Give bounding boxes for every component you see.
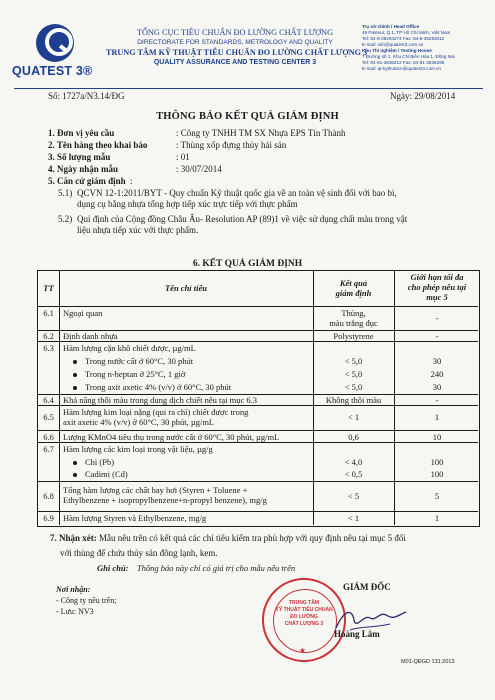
org-line-2: DIRECTORATE FOR STANDARDS, METROLOGY AND QUALITY	[137, 39, 333, 46]
table-divider	[38, 405, 478, 406]
table-divider	[38, 511, 478, 512]
info-row	[48, 140, 468, 151]
note	[97, 563, 295, 573]
document-date: Ngày: 29/08/2014	[390, 91, 456, 101]
row-limit: 10	[432, 432, 442, 442]
sub-item: Cadimi (Cd)	[73, 469, 128, 479]
sub-item: Chì (Pb)	[73, 457, 114, 467]
row-limit: 100	[430, 457, 444, 467]
official-stamp: TRUNG TÂM KỸ THUẬT TIÊU CHUẨN ĐO LƯỜNG CHẤT LƯỢNG 3 ★	[262, 578, 346, 662]
header-limit: Giới hạn tối đa cho phép nêu tại mục 5	[407, 272, 467, 302]
note-text: Thông báo này chỉ có giá trị cho mẫu nêu trên	[136, 563, 296, 573]
head-office-line: E-mail: info@quatest3.com.vn	[362, 42, 424, 47]
row-limit: 240	[430, 369, 444, 379]
signatory-title: GIÁM ĐỐC	[343, 582, 391, 592]
head-office-line: 49 Pasteur, Q.1, TP Hồ Chí Minh, Việt Nam	[362, 30, 451, 35]
bullet-icon	[73, 473, 77, 477]
organization-header	[106, 28, 368, 66]
row-number: 6.4	[43, 395, 54, 405]
row-limit: 1	[434, 412, 440, 422]
contact-block	[362, 24, 490, 72]
row-result: < 0,5	[344, 469, 363, 479]
standard-item	[58, 188, 490, 210]
signatory-name: Hoàng Lâm	[334, 629, 380, 639]
row-result: < 5,0	[344, 356, 363, 366]
conclusion-text: với thùng để chứa thủy sản đông lạnh, kem.	[60, 548, 218, 558]
row-limit: 100	[430, 469, 444, 479]
row-name: Hàm lượng kim loại nặng (qui ra chì) chiết được trong axit axetic 4% (v/v) ở 60°C, 30 phút, µg/mL	[63, 407, 249, 427]
bullet-icon	[73, 373, 77, 377]
row-limit: -	[435, 395, 439, 405]
info-label: 5. Căn cứ giám định	[48, 176, 126, 186]
star-icon: ★	[299, 646, 307, 655]
row-number: 6.5	[43, 412, 54, 422]
lab-line: E-mail: qt-kythuatcn@quatest3.com.vn	[362, 66, 441, 71]
info-row	[48, 176, 468, 187]
recipients-label: Nơi nhận:	[56, 585, 91, 594]
info-row	[48, 164, 468, 175]
table-divider	[38, 341, 478, 342]
row-result: < 1	[347, 513, 360, 523]
row-result: < 1	[347, 412, 360, 422]
bullet-icon	[73, 461, 77, 465]
logo-emblem-icon	[36, 24, 74, 62]
org-line-4: QUALITY ASSURANCE AND TESTING CENTER 3	[153, 59, 317, 66]
info-value: : 01	[176, 152, 190, 162]
standard-number: 5.1)	[58, 188, 73, 198]
row-name: Hàm lượng Styren và Ethylbenzene, mg/g	[63, 513, 207, 523]
row-result: Không thôi màu	[325, 395, 382, 405]
row-name: Lượng KMnO4 tiêu thụ trong nước cất ở 60°C, 30 phút, µg/mL	[63, 432, 280, 442]
row-number: 6.2	[43, 331, 54, 341]
recipient-item: - Lưu: NV3	[56, 607, 94, 616]
row-limit: 1	[434, 513, 440, 523]
row-limit: -	[435, 331, 439, 341]
document-number: Số: 1727a/N3.14/ĐG	[48, 91, 125, 101]
info-label: 1. Đơn vị yêu cầu	[48, 128, 115, 138]
row-name: Hàm lượng cặn khô chiết được, µg/mL	[63, 343, 196, 353]
row-result: < 5,0	[344, 382, 363, 392]
standard-text: QCVN 12-1:2011/BYT - Quy chuẩn Kỹ thuật quốc gia về an toàn vệ sinh đối với bao bì,	[77, 188, 397, 198]
conclusion-label: 7. Nhận xét:	[50, 533, 97, 543]
row-number: 6.7	[43, 444, 54, 454]
table-divider	[38, 306, 478, 307]
info-row	[48, 128, 468, 139]
form-code: M01-QĐGD 131:2013	[401, 659, 455, 665]
sub-item: Trong axit axetic 4% (v/v) ở 60°C, 30 phút	[73, 382, 231, 392]
row-limit: 30	[432, 356, 442, 366]
row-result: < 5	[347, 491, 360, 501]
document-title: THÔNG BÁO KẾT QUẢ GIÁM ĐỊNH	[156, 111, 339, 122]
standard-text: dụng cụ bằng nhựa tổng hợp tiếp xúc trực tiếp với thực phẩm	[77, 199, 298, 209]
conclusion	[50, 531, 406, 561]
info-value: : Thùng xốp đựng thủy hải sản	[176, 140, 287, 150]
row-name: Tổng hàm lượng các chất bay hơi (Styren + Toluene + Ethylbenzene + isopropylbenzene+n-propyl benzene), mg/g	[63, 485, 267, 505]
lab-line: Tel: 84-61-3836212 Fax: 84-61-3836298	[362, 60, 445, 65]
info-value: :	[130, 176, 133, 186]
bullet-icon	[73, 360, 77, 364]
row-limit: 30	[432, 382, 442, 392]
row-name: Định danh nhựa	[63, 331, 118, 341]
info-label: 4. Ngày nhận mẫu	[48, 164, 119, 174]
standard-number: 5.2)	[58, 214, 73, 224]
row-limit: 5	[434, 491, 440, 501]
org-line-1: TỔNG CỤC TIÊU CHUẨN ĐO LƯỜNG CHẤT LƯỢNG	[136, 28, 334, 37]
row-result: < 5,0	[344, 369, 363, 379]
logo-text: QUATEST 3®	[12, 64, 93, 78]
row-number: 6.8	[43, 491, 54, 501]
header-divider	[14, 88, 483, 89]
header-name: Tên chỉ tiêu	[164, 283, 208, 293]
row-result: Polystyrene	[333, 331, 374, 341]
standard-item	[58, 214, 490, 236]
row-number: 6.9	[43, 513, 54, 523]
table-divider	[38, 481, 478, 482]
row-number: 6.3	[43, 343, 54, 353]
table-divider	[38, 430, 478, 431]
row-limit: -	[435, 313, 439, 323]
info-row	[48, 152, 468, 163]
row-name: Ngoại quan	[63, 308, 103, 318]
org-line-3: TRUNG TÂM KỸ THUẬT TIÊU CHUẨN ĐO LƯỜNG CHẤT LƯỢNG 3	[106, 48, 368, 57]
recipient-item: - Công ty nêu trên;	[56, 596, 117, 605]
recipients	[56, 584, 116, 617]
section-title: 6. KẾT QUẢ GIÁM ĐỊNH	[192, 259, 303, 269]
bullet-icon	[73, 386, 77, 390]
head-office-label: Trụ sở chính / Head Office	[362, 24, 420, 29]
row-result: < 4,0	[344, 457, 363, 467]
row-name: Khả năng thôi màu trong dung dịch chiết nêu tại mục 6.3	[63, 395, 258, 405]
results-table	[37, 270, 480, 527]
info-label: 3. Số lượng mẫu	[48, 152, 111, 162]
info-value: : Công ty TNHH TM SX Nhựa EPS Tín Thành	[176, 128, 346, 138]
sub-item: Trong n-heptan ở 25°C, 1 giờ	[73, 369, 185, 379]
lab-label: Khu Thí nghiệm / Testing House	[362, 48, 432, 53]
standard-text: Qui định của Cộng đồng Châu Âu- Resolution AP (89)1 về việc sử dụng chất màu trong vật	[77, 214, 408, 224]
header-tt: TT	[43, 283, 54, 293]
info-label: 2. Tên hàng theo khai báo	[48, 140, 148, 150]
lab-line: 7 Đường số 1, Khu CN Biên Hòa 1, Đồng Nai	[362, 54, 455, 59]
row-number: 6.6	[43, 432, 54, 442]
standard-text: liệu nhựa tiếp xúc với thực phẩm.	[77, 225, 199, 235]
row-number: 6.1	[43, 308, 54, 318]
info-value: : 30/07/2014	[176, 164, 222, 174]
conclusion-text: Mẫu nêu trên có kết quả các chỉ tiêu kiểm tra phù hợp với quy định nêu tại mục 5 đối	[99, 533, 406, 543]
sub-item: Trong nước cất ở 60°C, 30 phút	[73, 356, 193, 366]
note-label: Ghi chú:	[97, 563, 129, 573]
quatest-logo	[12, 24, 100, 86]
row-result: Thùng, màu trắng đục	[329, 308, 378, 328]
header-result: Kết quả giám định	[335, 278, 372, 298]
row-name: Hàm lượng các kim loại trong vật liệu, µg/g	[63, 444, 213, 454]
head-office-line: Tel: 84-8-38294274 Fax: 84-8-38293012	[362, 36, 445, 41]
table-divider	[59, 271, 60, 525]
row-result: 0,6	[348, 432, 359, 442]
table-divider	[38, 442, 478, 443]
